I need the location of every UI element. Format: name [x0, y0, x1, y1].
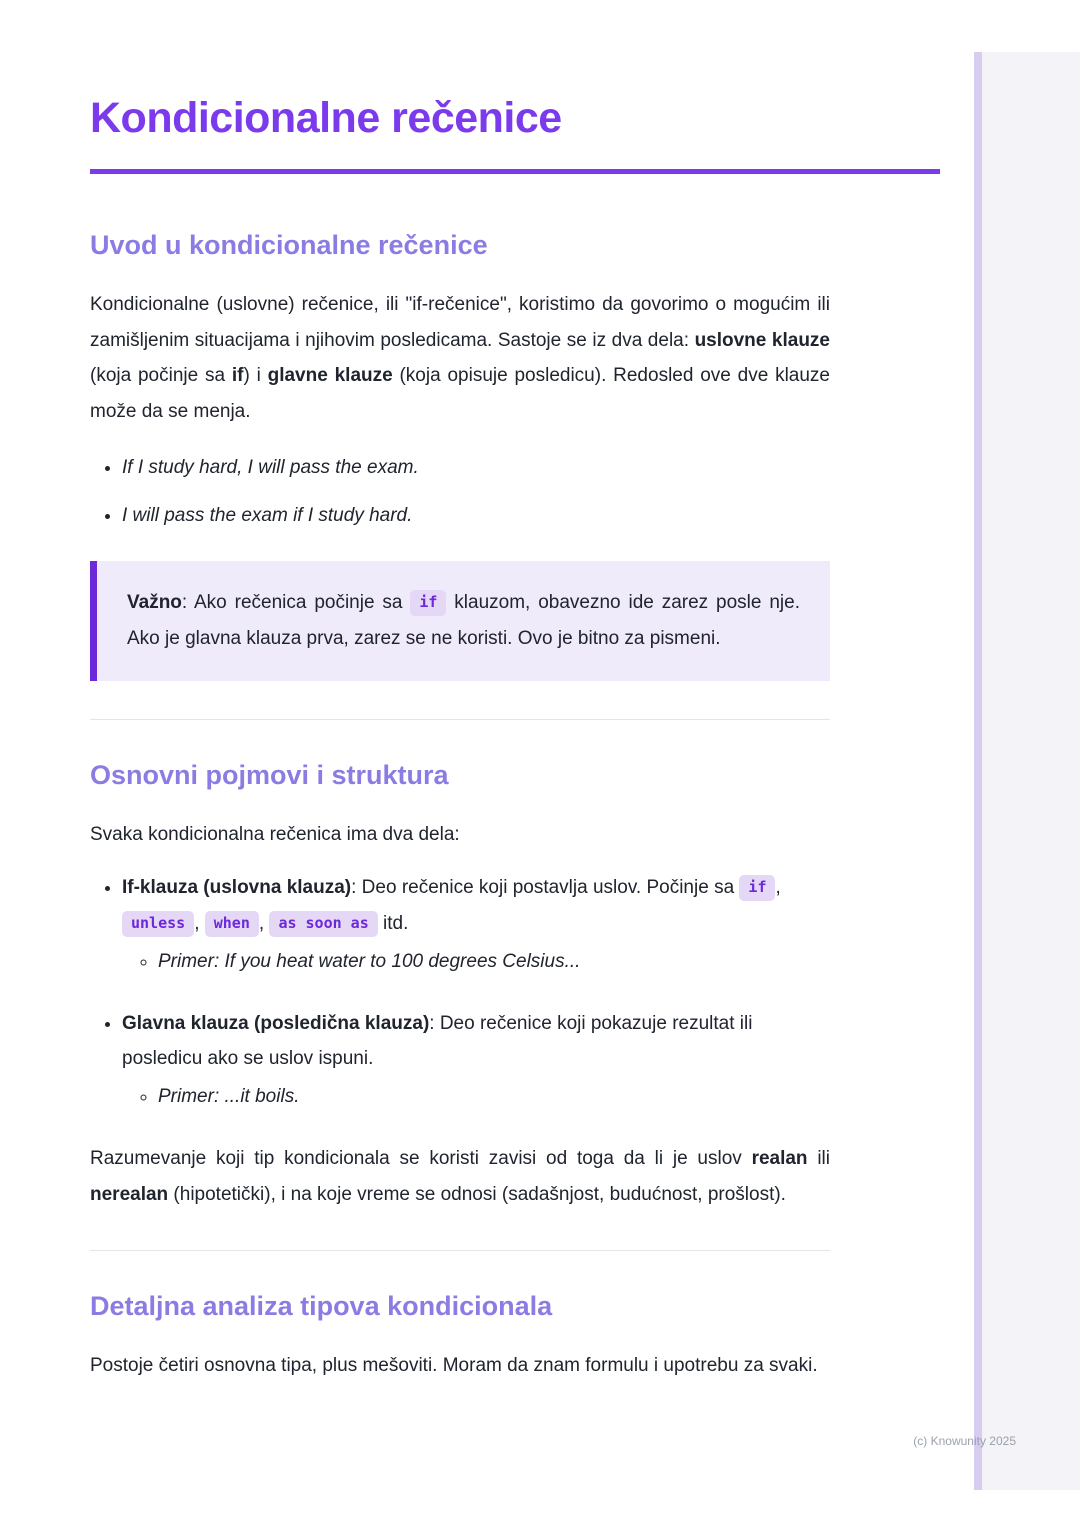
bold-run: nerealan [90, 1183, 169, 1205]
lead-paragraph: Svaka kondicionalna rečenica ima dva dela: [90, 823, 460, 845]
text-run: itd. [377, 913, 409, 935]
section-divider [90, 1250, 830, 1251]
section-basics [90, 760, 830, 1212]
page-content [90, 0, 830, 1396]
list-item [122, 870, 830, 979]
page-title: Kondicionalne rečenice [90, 94, 562, 142]
bold-run: if [231, 365, 244, 387]
text-run: : Deo rečenice koji postavlja uslov. Počinje sa [351, 877, 740, 899]
inline-code-pill: unless [122, 911, 194, 937]
bold-run: Važno [127, 592, 182, 614]
text-run: Kondicionalne (uslovne) rečenice, ili "if-rečenice", koristimo da govorimo o mogućim ili zamišljenim situacijama i njihovim posledicama. Sastoje se iz dva dela: [90, 294, 830, 351]
bold-run: If-klauza (uslovna klauza) [122, 877, 352, 899]
page-edge-strip [974, 52, 982, 1490]
text-run: ) i [243, 365, 268, 387]
bold-run: uslovne klauze [694, 329, 830, 351]
list-item-text [122, 1013, 752, 1070]
callout-paragraph [127, 585, 800, 656]
text-run: , [194, 913, 205, 935]
section-divider [90, 719, 830, 720]
text-run: ili [807, 1147, 830, 1169]
text-run: klauzom, obavezno ide zarez posle nje. Ako je glavna klauza prva, zarez se ne koristi. Ovo je bitno za pismeni. [127, 592, 800, 650]
italic-run: Primer: If you heat water to 100 degrees Celsius... [158, 950, 581, 972]
inline-code-pill: if [410, 590, 446, 616]
section-heading-analysis: Detaljna analiza tipova kondicionala [90, 1291, 553, 1322]
list-item [122, 498, 830, 534]
inline-code-pill: when [205, 911, 259, 937]
intro-paragraph [90, 287, 830, 430]
important-callout [90, 561, 830, 680]
text-run: : Deo rečenice koji pokazuje rezultat ili posledicu ako se uslov ispuni. [122, 1012, 753, 1070]
summary-paragraph [90, 1141, 830, 1212]
inline-code-pill: if [739, 875, 775, 901]
italic-run: If I study hard, I will pass the exam. [122, 456, 419, 478]
section-heading-intro: Uvod u kondicionalne rečenice [90, 230, 488, 260]
sub-list [122, 1079, 830, 1115]
list-item-text [122, 877, 781, 934]
italic-run: Primer: ...it boils. [158, 1086, 300, 1108]
text-run: : Ako rečenica počinje sa [181, 592, 411, 614]
title-rule [90, 169, 940, 174]
sub-list-item [158, 1079, 830, 1115]
concept-list [90, 870, 830, 1114]
section-analysis [90, 1291, 830, 1384]
section-intro [90, 230, 830, 681]
page-edge-background [982, 52, 1080, 1490]
bold-run: realan [751, 1147, 808, 1169]
list-item [122, 1006, 830, 1115]
footer-credit: (c) Knowunity 2025 [913, 1434, 1016, 1448]
italic-run: I will pass the exam if I study hard. [122, 504, 413, 526]
text-run: (koja počinje sa [90, 365, 232, 387]
bold-run: glavne klauze [267, 365, 393, 387]
analysis-paragraph: Postoje četiri osnovna tipa, plus mešoviti. Moram da znam formulu i upotrebu za svaki. [90, 1355, 818, 1377]
text-run: Razumevanje koji tip kondicionala se koristi zavisi od toga da li je uslov [90, 1147, 752, 1169]
sub-list [122, 944, 830, 980]
text-run: , [775, 877, 781, 899]
sub-list-item [158, 944, 830, 980]
text-run: (hipotetički), i na koje vreme se odnosi (sadašnjost, budućnost, prošlost). [168, 1183, 786, 1205]
bold-run: Glavna klauza (posledična klauza) [122, 1012, 430, 1034]
example-list [90, 450, 830, 533]
text-run: , [258, 913, 270, 935]
section-heading-basics: Osnovni pojmovi i struktura [90, 759, 449, 790]
text-run: (koja opisuje posledicu). Redosled ove dve klauze može da se menja. [90, 365, 830, 423]
inline-code-pill: as soon as [269, 911, 377, 937]
list-item [122, 450, 830, 486]
